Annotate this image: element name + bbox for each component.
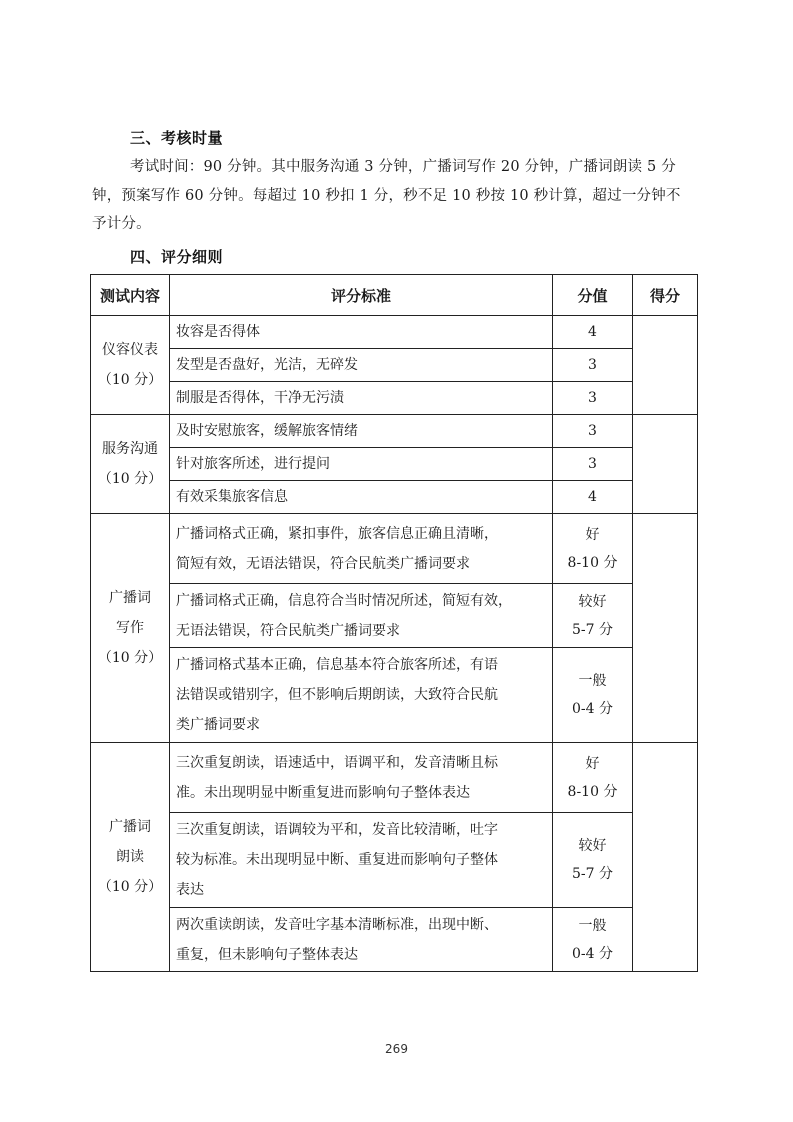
criteria-cell: 两次重读朗读，发音吐字基本清晰标准，出现中断、 重复，但未影响句子整体表达	[170, 908, 553, 972]
points-cell: 4	[553, 316, 633, 349]
score-cell[interactable]	[633, 514, 698, 743]
category-cell: 服务沟通 （10 分）	[91, 415, 170, 514]
criteria-cell: 及时安慰旅客，缓解旅客情绪	[170, 415, 553, 448]
criteria-cell: 有效采集旅客信息	[170, 481, 553, 514]
table-row	[91, 813, 698, 908]
points-cell: 3	[553, 448, 633, 481]
score-cell[interactable]	[633, 743, 698, 972]
table-row	[91, 415, 698, 448]
criteria-cell: 广播词格式正确，信息符合当时情况所述，简短有效， 无语法错误，符合民航类广播词要求	[170, 584, 553, 648]
score-cell[interactable]	[633, 415, 698, 514]
criteria-cell: 妆容是否得体	[170, 316, 553, 349]
table-row	[91, 908, 698, 972]
table-row	[91, 349, 698, 382]
header-points: 分值	[553, 275, 633, 316]
criteria-cell: 广播词格式基本正确，信息基本符合旅客所述，有语 法错误或错别字，但不影响后期朗读，大致符合民航 类广播词要求	[170, 648, 553, 743]
points-cell: 一般 0-4 分	[553, 648, 633, 743]
points-cell: 3	[553, 382, 633, 415]
criteria-cell: 三次重复朗读，语调较为平和，发音比较清晰，吐字 较为标准。未出现明显中断、重复进而影响句子整体 表达	[170, 813, 553, 908]
category-cell: 仪容仪表 （10 分）	[91, 316, 170, 415]
points-cell: 较好 5-7 分	[553, 813, 633, 908]
table-row	[91, 448, 698, 481]
scoring-table	[90, 274, 698, 972]
points-cell: 好 8-10 分	[553, 743, 633, 813]
table-row	[91, 514, 698, 584]
paragraph-line-2: 钟，预案写作 60 分钟。每超过 10 秒扣 1 分，秒不足 10 秒按 10 秒计算，超过一分钟不	[92, 188, 681, 204]
header-score: 得分	[633, 275, 698, 316]
points-cell: 好 8-10 分	[553, 514, 633, 584]
table-row	[91, 648, 698, 743]
score-cell[interactable]	[633, 316, 698, 415]
section-4-heading: 四、评分细则	[130, 248, 224, 266]
header-test-content: 测试内容	[91, 275, 170, 316]
table-row	[91, 316, 698, 349]
table-row	[91, 382, 698, 415]
category-cell: 广播词 朗读 （10 分）	[91, 743, 170, 972]
section-3-heading: 三、考核时量	[130, 129, 224, 147]
paragraph-line-3: 予计分。	[92, 216, 151, 232]
page-number: 269	[385, 1042, 408, 1056]
points-cell: 3	[553, 415, 633, 448]
criteria-cell: 制服是否得体，干净无污渍	[170, 382, 553, 415]
header-criteria: 评分标准	[170, 275, 553, 316]
points-cell: 4	[553, 481, 633, 514]
points-cell: 3	[553, 349, 633, 382]
criteria-cell: 针对旅客所述，进行提问	[170, 448, 553, 481]
table-row	[91, 743, 698, 813]
table-header-row	[91, 275, 698, 316]
criteria-cell: 三次重复朗读，语速适中，语调平和，发音清晰且标 准。未出现明显中断重复进而影响句子整体表达	[170, 743, 553, 813]
table-row	[91, 481, 698, 514]
paragraph-line-1: 考试时间：90 分钟。其中服务沟通 3 分钟，广播词写作 20 分钟，广播词朗读 5 分	[130, 159, 676, 175]
criteria-cell: 广播词格式正确，紧扣事件，旅客信息正确且清晰， 简短有效，无语法错误，符合民航类广播词要求	[170, 514, 553, 584]
points-cell: 一般 0-4 分	[553, 908, 633, 972]
points-cell: 较好 5-7 分	[553, 584, 633, 648]
category-cell: 广播词 写作 （10 分）	[91, 514, 170, 743]
criteria-cell: 发型是否盘好，光洁，无碎发	[170, 349, 553, 382]
table-row	[91, 584, 698, 648]
